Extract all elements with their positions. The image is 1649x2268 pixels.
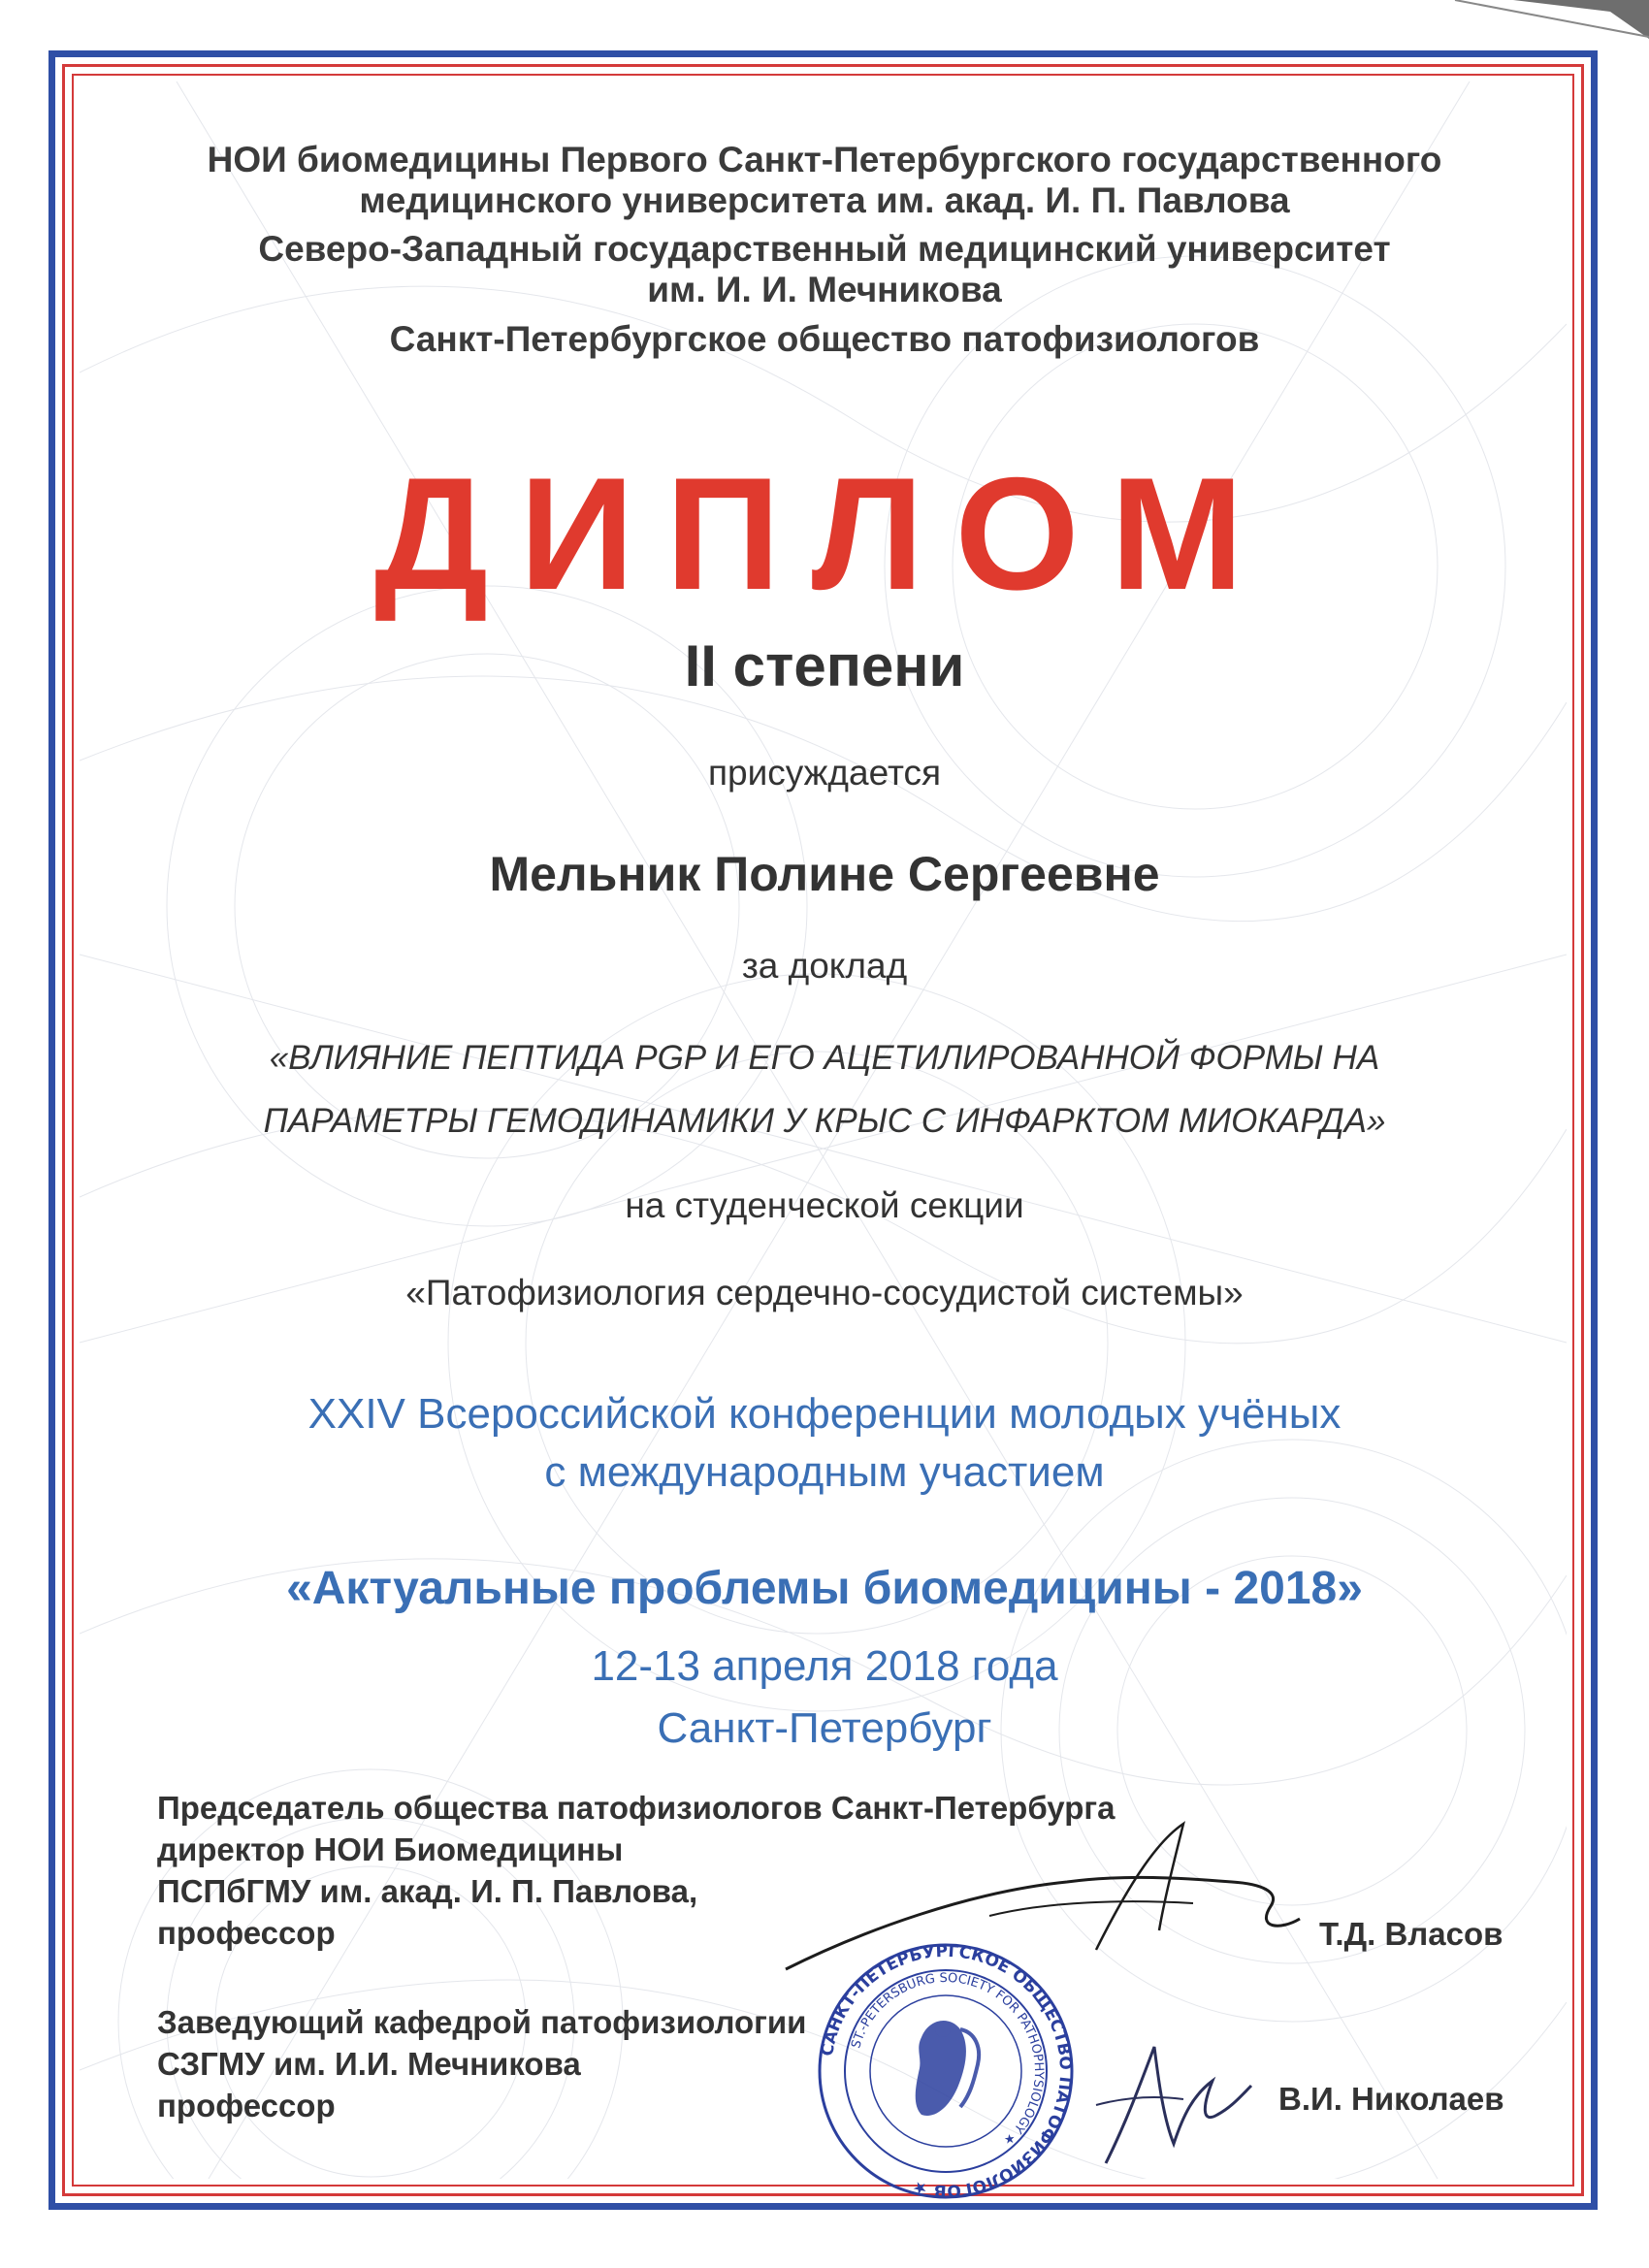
svg-text:САНКТ-ПЕТЕРБУРГСКОЕ ОБЩЕСТВО П: САНКТ-ПЕТЕРБУРГСКОЕ ОБЩЕСТВО ПАТОФИЗИОЛОГОВ ★ [818,1941,1076,2201]
awarded-text: присуждается [707,753,942,793]
issuer-line-2: медицинского университета им. акад. И. П. Павлова [359,180,1290,220]
section-intro: на студенческой секции [625,1185,1024,1225]
conference-line-2: с международным участием [544,1448,1105,1496]
issuer-line-3: Северо-Западный государственный медицинский университет [258,229,1391,269]
conference-city: Санкт-Петербург [657,1704,992,1752]
issuer-line-4: им. И. И. Мечникова [647,270,1002,309]
issuer-line-1: НОИ биомедицины Первого Санкт-Петербургского государственного [207,140,1442,179]
for-report-text: за доклад [741,946,908,986]
signatory-1-name: Т.Д. Власов [1319,1916,1504,1952]
signatory-2-position [157,2001,806,2126]
conference-title: «Актуальные проблемы биомедицины - 2018» [286,1563,1363,1614]
report-title-line-1: «ВЛИЯНИЕ ПЕПТИДА PGP И ЕГО АЦЕТИЛИРОВАННОЙ ФОРМЫ НА [269,1039,1380,1077]
svg-text:ST.-PETERSBURG SOCIETY FOR PAT: ST.-PETERSBURG SOCIETY FOR PATHOPHYSIOLOGY ★ [849,1970,1047,2149]
signature-nikolaev-icon [1086,2027,1261,2173]
signatory-2-line-1: Заведующий кафедрой патофизиологии [157,2004,807,2040]
recipient-name: Мельник Полине Сергеевне [489,847,1160,901]
diploma-degree: II степени [684,633,965,698]
conference-line-1: XXIV Всероссийской конференции молодых учёных [307,1390,1342,1438]
diploma-title: ДИПЛОМ [373,444,1276,623]
signatory-2-name: В.И. Николаев [1278,2081,1504,2117]
signatory-2-line-3: профессор [157,2088,336,2123]
society-stamp-icon [815,1940,1077,2202]
report-title-line-2: ПАРАМЕТРЫ ГЕМОДИНАМИКИ У КРЫС С ИНФАРКТОМ МИОКАРДА» [263,1102,1386,1140]
signatory-1-line-4: профессор [157,1915,336,1951]
conference-dates: 12-13 апреля 2018 года [591,1642,1058,1690]
signatory-1-line-1: Председатель общества патофизиологов Санкт-Петербурга [157,1790,1116,1826]
issuer-line-5: Санкт-Петербургское общество патофизиологов [389,319,1260,359]
signatory-1-line-2: директор НОИ Биомедицины [157,1831,624,1867]
section-name: «Патофизиология сердечно-сосудистой системы» [405,1273,1244,1312]
signatory-2-line-2: СЗГМУ им. И.И. Мечникова [157,2046,581,2082]
signatory-1-line-3: ПСПбГМУ им. акад. И. П. Павлова, [157,1873,698,1909]
